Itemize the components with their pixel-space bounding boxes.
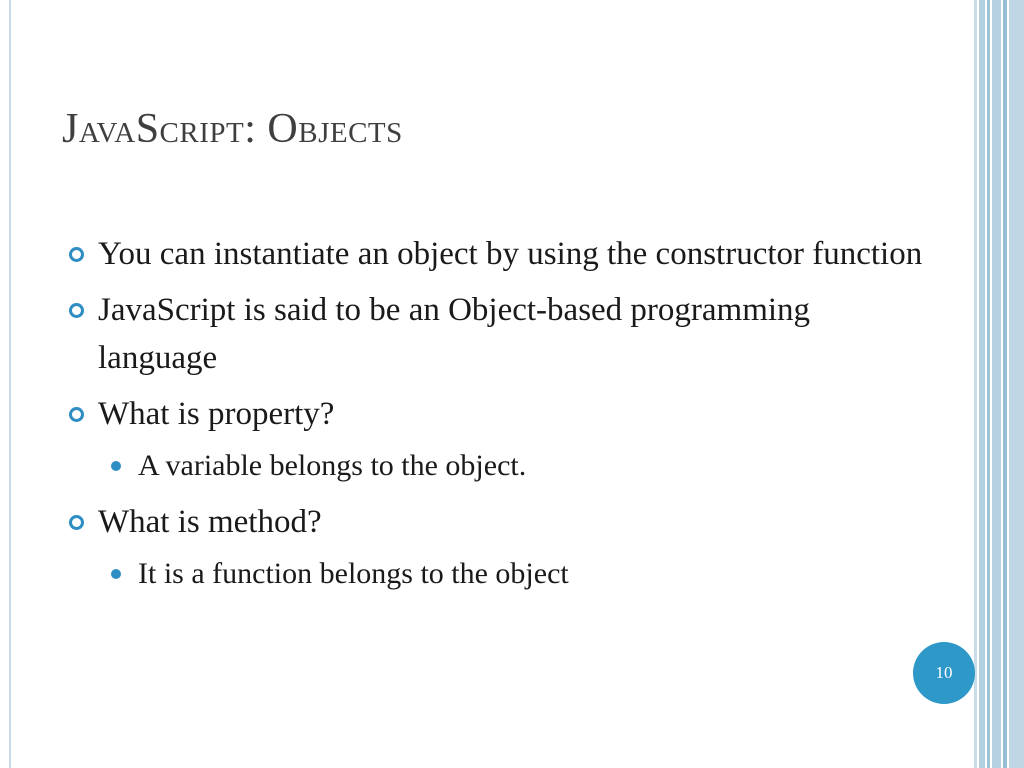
bullet-item — [66, 498, 926, 546]
bullet-item — [66, 286, 926, 382]
stripe — [987, 0, 990, 768]
stripe — [979, 0, 985, 768]
stripe — [992, 0, 1001, 768]
left-border-line — [9, 0, 11, 768]
stripe — [1009, 0, 1024, 768]
sub-bullet-text: It is a function belongs to the object — [138, 557, 569, 590]
ring-bullet-icon — [69, 407, 84, 422]
dot-bullet-icon — [111, 461, 121, 471]
sub-bullet-text: A variable belongs to the object. — [138, 449, 527, 482]
bullet-text: JavaScript is said to be an Object-based programming language — [98, 292, 811, 376]
bullet-item — [66, 230, 926, 278]
bullet-text: You can instantiate an object by using the constructor function — [98, 236, 923, 272]
dot-bullet-icon — [111, 569, 121, 579]
bullet-text: What is property? — [98, 396, 335, 432]
sub-bullet-item — [66, 444, 926, 488]
right-decorative-stripes — [974, 0, 1024, 768]
ring-bullet-icon — [69, 247, 84, 262]
bullet-text: What is method? — [98, 504, 322, 540]
bullet-item — [66, 390, 926, 438]
sub-bullet-item — [66, 552, 926, 596]
slide-number-badge: 10 — [913, 642, 975, 704]
ring-bullet-icon — [69, 303, 84, 318]
slide-title: JavaScript: Objects — [62, 106, 403, 152]
stripe — [974, 0, 977, 768]
bullet-list — [66, 230, 926, 606]
stripe — [1003, 0, 1007, 768]
ring-bullet-icon — [69, 515, 84, 530]
